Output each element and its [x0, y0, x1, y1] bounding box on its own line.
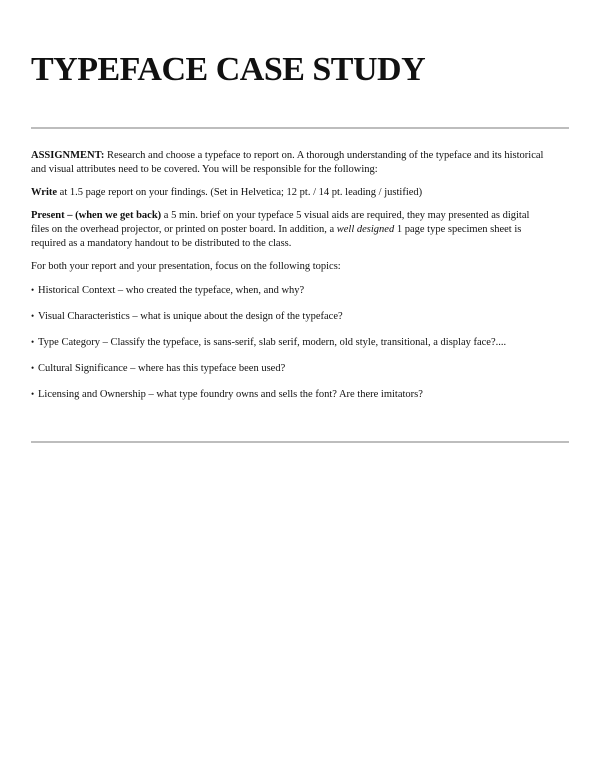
list-item: [31, 309, 546, 324]
assignment-text: Research and choose a typeface to report on. A thorough understanding of the typeface and its historical and visual attributes need to be covered. You will be responsible for the following:: [31, 150, 544, 175]
write-paragraph: [31, 186, 546, 200]
list-item: [31, 387, 546, 402]
present-text-before: a 5 min. brief on your typeface 5 visual aids are required, they may presented as digital files on the overhead projector, or printed on poster board. In addition, a: [31, 210, 530, 235]
bullet-icon: •: [31, 337, 35, 347]
topic-text: Historical Context – who created the typeface, when, and why?: [38, 285, 305, 296]
bullet-icon: •: [31, 311, 35, 321]
present-text-after: 1 page type specimen sheet is required as a mandatory handout to be distributed to the class.: [31, 224, 522, 249]
assignment-paragraph: [31, 149, 546, 177]
document-title: TYPEFACE CASE STUDY: [31, 51, 426, 88]
list-item: [31, 283, 546, 298]
topics-list: [31, 283, 546, 402]
bullet-icon: •: [31, 363, 35, 373]
bullet-icon: •: [31, 389, 35, 399]
present-paragraph: [31, 209, 546, 251]
write-label: Write: [31, 187, 58, 198]
bottom-divider: [31, 441, 569, 443]
document-body: [31, 149, 546, 413]
topic-text: Cultural Significance – where has this typeface been used?: [38, 363, 286, 374]
topic-text: Visual Characteristics – what is unique about the design of the typeface?: [38, 311, 343, 322]
assignment-label: ASSIGNMENT:: [31, 150, 105, 161]
top-divider: [31, 127, 569, 129]
topics-intro: For both your report and your presentation, focus on the following topics:: [31, 261, 341, 272]
list-item: [31, 335, 546, 350]
present-label: Present – (when we get back): [31, 210, 162, 221]
topic-text: Type Category – Classify the typeface, is sans-serif, slab serif, modern, old style, transitional, a display face?....: [38, 337, 507, 348]
write-text: at 1.5 page report on your findings. (Set in Helvetica; 12 pt. / 14 pt. leading / justified): [57, 187, 423, 198]
topic-text: Licensing and Ownership – what type foundry owns and sells the font? Are there imitators?: [38, 389, 423, 400]
present-emphasis: well designed: [336, 224, 395, 235]
bullet-icon: •: [31, 285, 35, 295]
list-item: [31, 361, 546, 376]
